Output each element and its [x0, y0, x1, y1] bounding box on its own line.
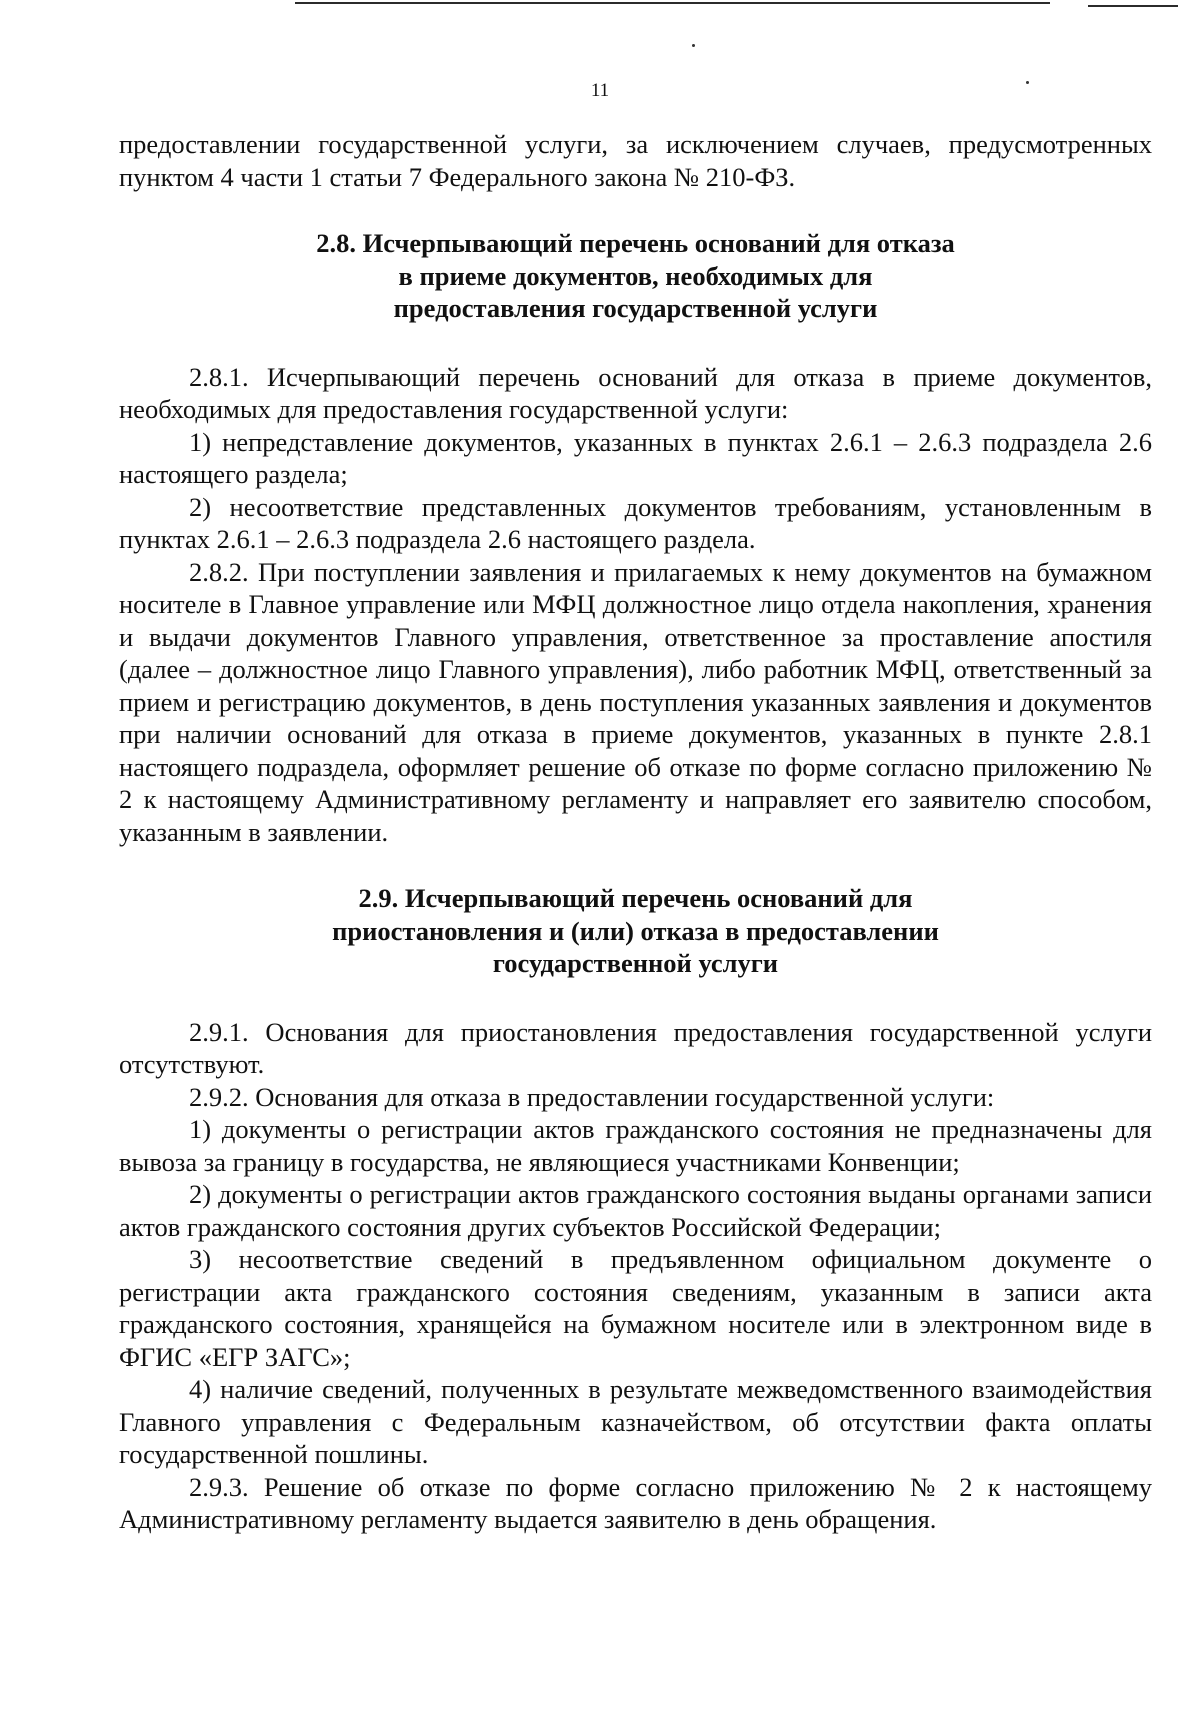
page-number: 11 [590, 80, 610, 101]
heading-line: предоставления государственной услуги [393, 293, 878, 323]
paragraph-2-9-2: 2.9.2. Основания для отказа в предоставлении государственной услуги: [189, 1081, 995, 1112]
paragraph-2-9-1: 2.9.1. Основания для приостановления предоставления государственной услуги отсутствуют. [119, 1016, 1152, 1079]
heading-line: 2.9. Исчерпывающий перечень оснований для [358, 883, 913, 913]
list-item: 2) документы о регистрации актов гражданского состояния выданы органами записи актов гражданского состояния других субъектов Российской Федерации; [119, 1179, 1152, 1242]
section-2-8-heading [119, 227, 1152, 325]
heading-line: государственной услуги [492, 948, 779, 978]
section-2-9-heading [119, 882, 1152, 980]
paragraph-2-9-3: 2.9.3. Решение об отказе по форме согласно приложению № 2 к настоящему Административному регламенту выдается заявителю в день обращения. [119, 1471, 1152, 1534]
intro-paragraph: предоставлении государственной услуги, за исключением случаев, предусмотренных пунктом 4 части 1 статьи 7 Федерального закона № 210-ФЗ. [119, 129, 1152, 192]
list-item: 1) документы о регистрации актов гражданского состояния не предназначены для вывоза за границу в государства, не являющиеся участниками Конвенции; [119, 1114, 1152, 1177]
list-item: 2) несоответствие представленных документов требованиям, установленным в пунктах 2.6.1 – 2.6.3 подраздела 2.6 настоящего раздела. [119, 491, 1152, 554]
paragraph-2-8-1: 2.8.1. Исчерпывающий перечень оснований для отказа в приеме документов, необходимых для предоставления государственной услуги: [119, 361, 1152, 424]
list-item: 3) несоответствие сведений в предъявленном официальном документе о регистрации акта гражданского состояния сведениям, указанным в записи акта гражданского состояния, хранящейся на бумажном носителе или в электронном виде в ФГИС «ЕГР ЗАГС»; [119, 1244, 1152, 1372]
heading-line: приостановления и (или) отказа в предоставлении [332, 915, 939, 946]
section-2-8-body [119, 361, 1152, 849]
scan-artifact-line [295, 2, 1050, 4]
scan-artifact-dot [692, 44, 695, 47]
heading-line: 2.8. Исчерпывающий перечень оснований для отказа [316, 228, 955, 258]
section-2-9-body [119, 1016, 1152, 1536]
heading-line: в приеме документов, необходимых для [398, 260, 873, 291]
list-item: 4) наличие сведений, полученных в результате межведомственного взаимодействия Главного управления с Федеральным казначейством, об отсутствии факта оплаты государственной пошлины. [119, 1374, 1152, 1469]
paragraph-2-8-2: 2.8.2. При поступлении заявления и прилагаемых к нему документов на бумажном носителе в Главное управление или МФЦ должностное лицо отдела накопления, хранения и выдачи документов Главного управления, ответственное за проставление апостиля (далее – должностное лицо Главного управления), либо работник МФЦ, ответственный за прием и регистрацию документов, в день поступления указанных заявления и документов при наличии оснований для отказа в приеме документов, указанных в пункте 2.8.1 настоящего подраздела, оформляет решение об отказе по форме согласно приложению № 2 к настоящему Административному регламенту и направляет его заявителю способом, указанным в заявлении. [119, 556, 1152, 847]
list-item: 1) непредставление документов, указанных в пунктах 2.6.1 – 2.6.3 подраздела 2.6 настоящего раздела; [119, 426, 1152, 489]
scan-artifact-line [1088, 5, 1178, 7]
document-body [119, 128, 1152, 1536]
